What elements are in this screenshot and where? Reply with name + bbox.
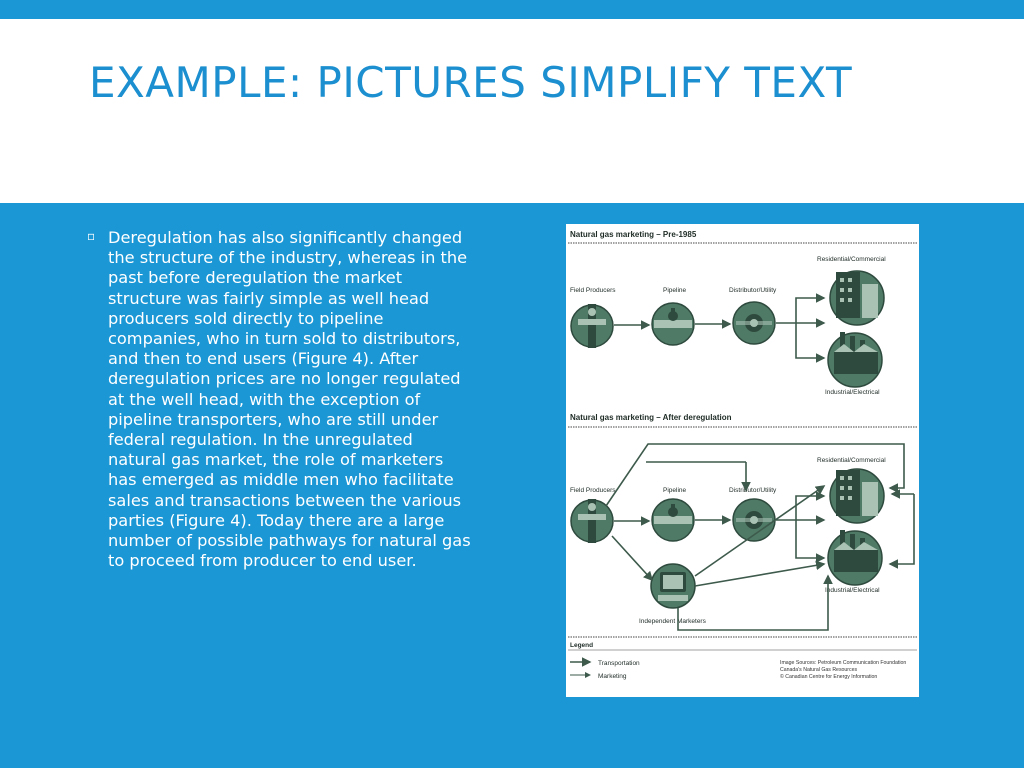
industrial-plant-icon-2 bbox=[828, 530, 882, 585]
after-deregulation-title: Natural gas marketing – After deregulation bbox=[570, 413, 732, 422]
label-pipeline: Pipeline bbox=[663, 287, 687, 294]
pre-1985-flow-arrows bbox=[614, 298, 824, 358]
label-industrial: Industrial/Electrical bbox=[825, 389, 880, 396]
image-source-line-1: Image Sources: Petroleum Communication Foundation bbox=[780, 660, 907, 666]
image-source-line-2: Canada's Natural Gas Resources bbox=[780, 667, 858, 673]
pipeline-icon bbox=[652, 303, 694, 345]
label-field-producers: Field Producers bbox=[570, 287, 616, 294]
label-field-producers-2: Field Producers bbox=[570, 487, 616, 494]
legend-title: Legend bbox=[570, 642, 594, 649]
pipeline-icon-2 bbox=[652, 499, 694, 541]
top-accent-band bbox=[0, 0, 1024, 19]
independent-marketers-computer-icon bbox=[651, 564, 695, 608]
label-distributor: Distributor/Utility bbox=[729, 287, 777, 294]
legend-marketing-label: Marketing bbox=[598, 673, 627, 680]
pre-1985-title: Natural gas marketing – Pre-1985 bbox=[570, 230, 697, 239]
figure-natural-gas-marketing bbox=[566, 224, 919, 697]
label-industrial-2: Industrial/Electrical bbox=[825, 587, 880, 594]
label-pipeline-2: Pipeline bbox=[663, 487, 687, 494]
label-distributor-2: Distributor/Utility bbox=[729, 487, 777, 494]
slide-title: EXAMPLE: PICTURES SIMPLIFY TEXT bbox=[89, 58, 853, 107]
label-independent-marketers: Independent Marketers bbox=[639, 618, 706, 625]
field-producer-icon bbox=[571, 304, 613, 348]
legend-transportation-label: Transportation bbox=[598, 660, 640, 667]
image-source-line-3: © Canadian Centre for Energy Information bbox=[780, 674, 878, 680]
residential-building-icon-2 bbox=[830, 469, 884, 523]
residential-building-icon bbox=[830, 271, 884, 325]
label-residential-2: Residential/Commercial bbox=[817, 457, 886, 464]
body-paragraph: Deregulation has also significantly changed the structure of the industry, whereas in the past before deregulation the market structure was fairly simple as well head producers sold directly to pipeline companies, who in turn sold to distributors, and then to end users (Figure 4). After deregulation prices are no longer regulated at the well head, with the exception of pipeline transporters, who are still under federal regulation. In the unregulated natural gas market, the role of marketers has emerged as middle men who facilitate sales and transactions between the various parties (Figure 4). Today there are a large number of possible pathways for natural gas to proceed from producer to end user. bbox=[108, 228, 471, 571]
distributor-icon bbox=[733, 302, 775, 344]
label-residential: Residential/Commercial bbox=[817, 256, 886, 263]
bullet-icon: ▫ bbox=[87, 229, 96, 243]
industrial-plant-icon bbox=[828, 332, 882, 387]
title-area bbox=[0, 19, 1024, 203]
